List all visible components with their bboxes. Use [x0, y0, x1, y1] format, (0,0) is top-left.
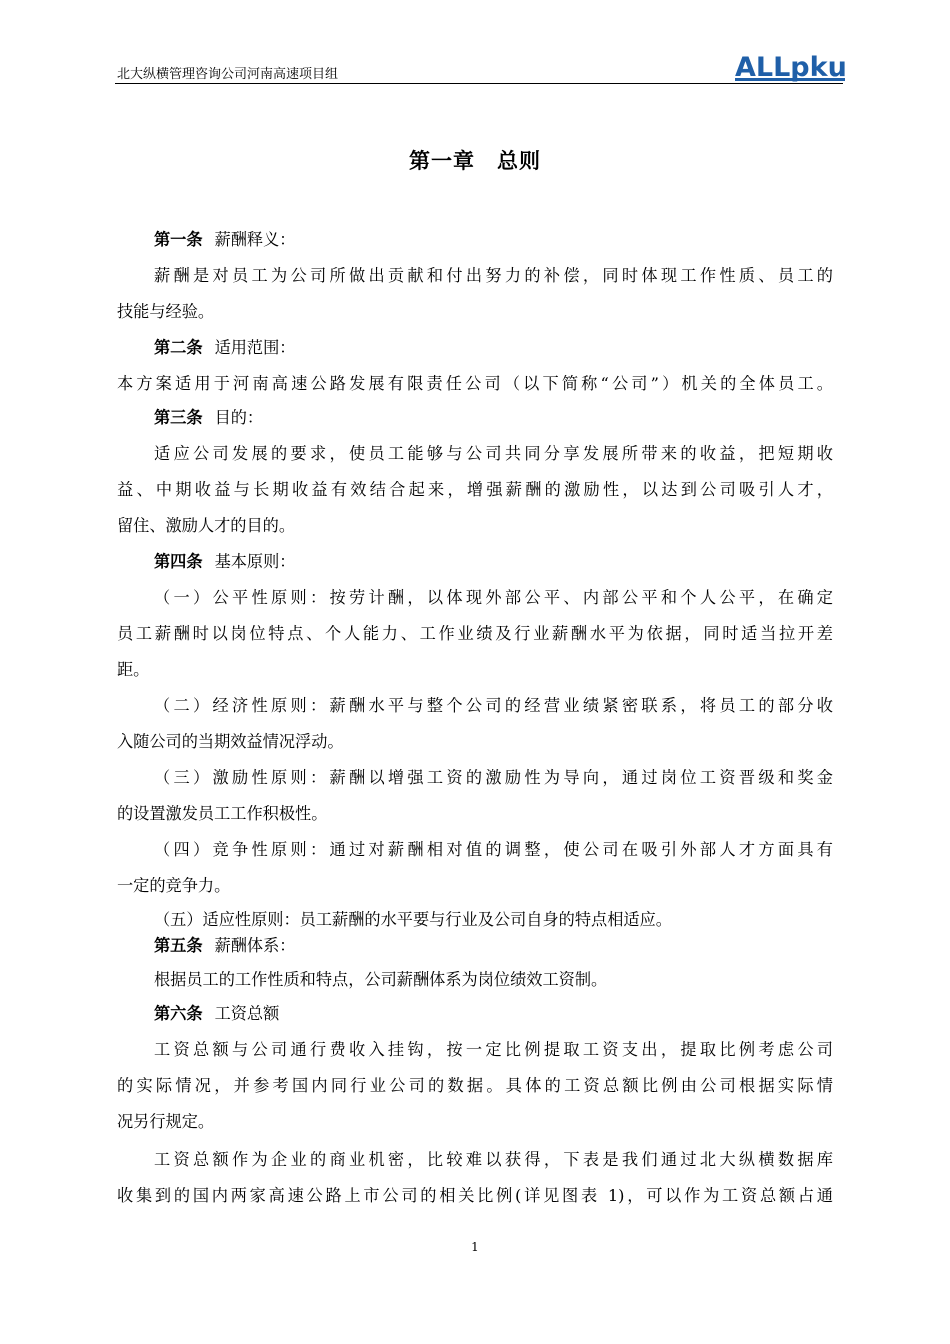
page-number: 1: [471, 1240, 479, 1254]
article-1-heading: [154, 228, 833, 252]
article-title: 适用范围：: [214, 338, 296, 357]
paragraph-line: （四）竞争性原则：通过对薪酬相对值的调整，使公司在吸引外部人才方面具有: [154, 840, 833, 859]
header-divider: [115, 83, 843, 84]
paragraph-line: 工资总额作为企业的商业机密，比较难以获得，下表是我们通过北大纵横数据库: [154, 1150, 833, 1169]
article-title: 薪酬体系：: [214, 936, 296, 955]
allpku-logo: [735, 50, 845, 84]
paragraph-line: 收集到的国内两家高速公路上市公司的相关比例(详见图表 1)，可以作为工资总额占通: [117, 1186, 833, 1205]
article-label: 第二条: [154, 338, 203, 357]
article-title: 基本原则：: [214, 552, 296, 571]
paragraph-line: （二）经济性原则：薪酬水平与整个公司的经营业绩紧密联系，将员工的部分收: [154, 696, 833, 715]
article-label: 第四条: [154, 552, 203, 571]
chapter-title: 第一章 总则: [409, 149, 541, 173]
paragraph-line: 技能与经验。: [117, 302, 215, 321]
paragraph-line: 员工薪酬时以岗位特点、个人能力、工作业绩及行业薪酬水平为依据，同时适当拉开差: [117, 624, 833, 643]
paragraph-line: 的实际情况，并参考国内同行业公司的数据。具体的工资总额比例由公司根据实际情: [117, 1076, 833, 1095]
article-3-heading: [154, 406, 833, 430]
paragraph-line: 留住、激励人才的目的。: [117, 516, 296, 535]
paragraph-line: 根据员工的工作性质和特点，公司薪酬体系为岗位绩效工资制。: [154, 970, 608, 989]
paragraph-line: 益、中期收益与长期收益有效结合起来，增强薪酬的激励性，以达到公司吸引人才，: [117, 480, 833, 499]
paragraph-line: 况另行规定。: [117, 1112, 215, 1131]
paragraph-line: 薪酬是对员工为公司所做出贡献和付出努力的补偿，同时体现工作性质、员工的: [154, 266, 833, 285]
article-6-heading: [154, 1002, 833, 1026]
article-4-heading: [154, 550, 833, 574]
article-label: 第一条: [154, 230, 203, 249]
paragraph-line: 的设置激发员工工作积极性。: [117, 804, 328, 823]
article-5-heading: [154, 934, 833, 958]
article-title: 工资总额: [214, 1004, 280, 1023]
article-title: 薪酬释义：: [214, 230, 296, 249]
paragraph-line: （三）激励性原则：薪酬以增强工资的激励性为导向，通过岗位工资晋级和奖金: [154, 768, 833, 787]
logo-text: ALLpku: [735, 52, 845, 83]
article-label: 第三条: [154, 408, 203, 427]
paragraph-line: （一）公平性原则：按劳计酬，以体现外部公平、内部公平和个人公平，在确定: [154, 588, 833, 607]
paragraph-line: 工资总额与公司通行费收入挂钩，按一定比例提取工资支出，提取比例考虑公司: [154, 1040, 833, 1059]
paragraph-line: 距。: [117, 660, 150, 679]
paragraph-line: 一定的竞争力。: [117, 876, 231, 895]
paragraph-line: 入随公司的当期效益情况浮动。: [117, 732, 344, 751]
paragraph-line: 本方案适用于河南高速公路发展有限责任公司（以下简称“公司”）机关的全体员工。: [117, 374, 833, 393]
article-2-heading: [154, 336, 833, 360]
header-org-text: 北大纵横管理咨询公司河南高速项目组: [117, 67, 339, 82]
allpku-logo-icon: [735, 50, 845, 84]
article-title: 目的：: [214, 408, 264, 427]
article-label: 第五条: [154, 936, 203, 955]
article-label: 第六条: [154, 1004, 203, 1023]
paragraph-line: （五）适应性原则：员工薪酬的水平要与行业及公司自身的特点相适应。: [154, 910, 672, 929]
paragraph-line: 适应公司发展的要求，使员工能够与公司共同分享发展所带来的收益，把短期收: [154, 444, 833, 463]
